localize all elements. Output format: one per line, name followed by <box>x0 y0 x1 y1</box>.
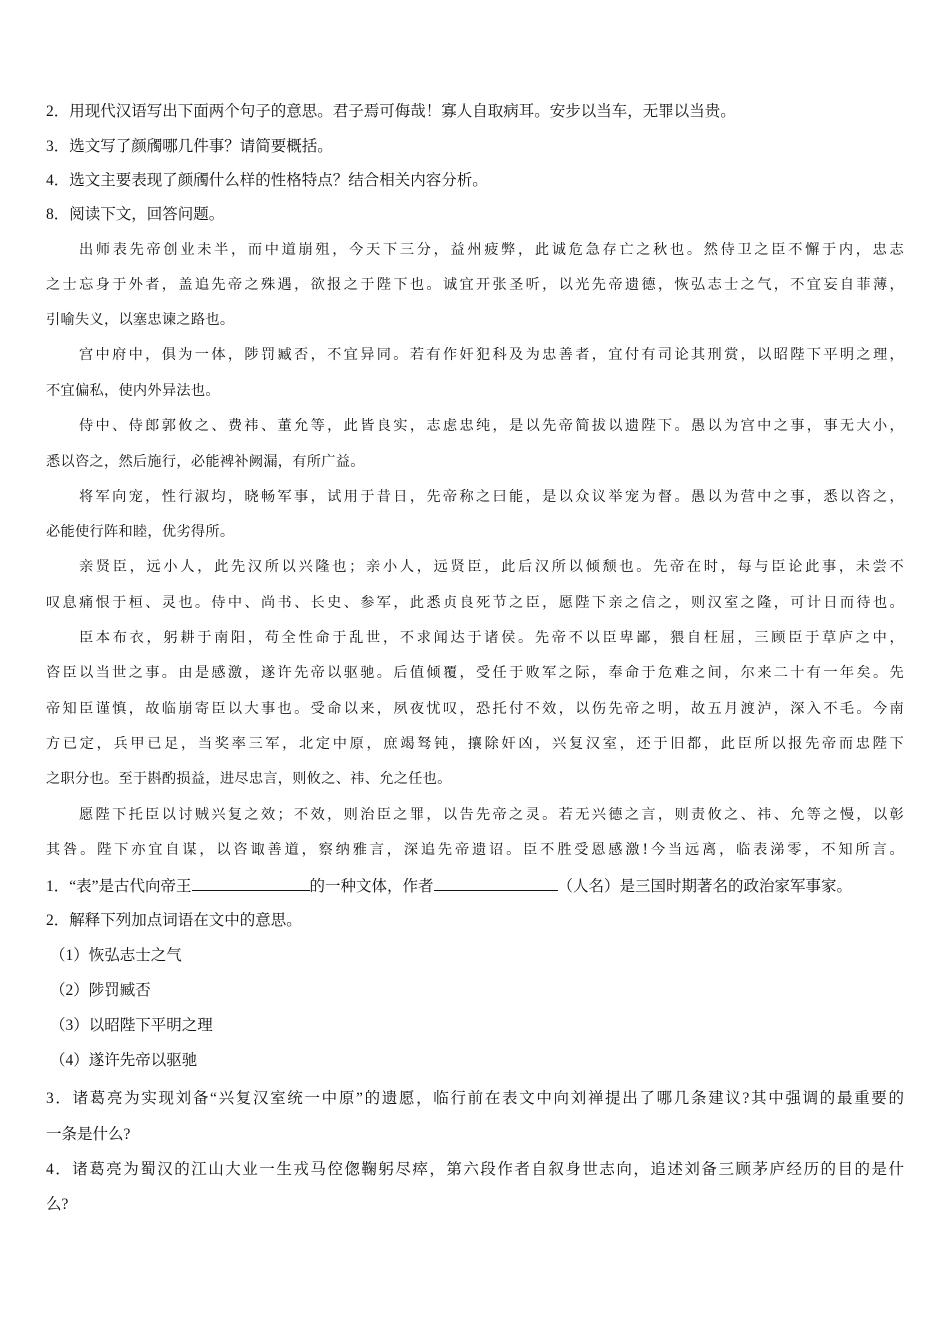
question-4-line: 么? <box>46 1196 69 1213</box>
question-2-item: （4）遂许先帝以驱驰 <box>50 1052 198 1069</box>
question-2-title: 2．解释下列加点词语在文中的意思。 <box>46 912 302 929</box>
question-4-prev: 4．选文主要表现了颜斶什么样的性格特点？结合相关内容分析。 <box>46 172 488 189</box>
passage-line: 悉以咨之，然后施行，必能裨补阙漏，有所广益。 <box>46 454 365 470</box>
passage-line: 将军向宠，性行淑均，晓畅军事，试用于昔日，先帝称之曰能，是以众议举宠为督。愚以为营中之事，悉以咨之， <box>79 489 904 505</box>
question-2-prev: 2．用现代汉语写出下面两个句子的意思。君子焉可侮哉！寡人自取病耳。安步以当车，无罪以当贵。 <box>46 103 736 120</box>
question-1 <box>46 874 852 896</box>
passage-line: 亲贤臣，远小人，此先汉所以兴隆也；亲小人，远贤臣，此后汉所以倾颓也。先帝在时，每与臣论此事，未尝不 <box>79 559 904 575</box>
passage-line: 宫中府中，俱为一体，陟罚臧否，不宜异同。若有作奸犯科及为忠善者，宜付有司论其刑赏，以昭陛下平明之理， <box>79 347 904 363</box>
question-2-item: （1）恢弘志士之气 <box>50 947 182 964</box>
question-3-line: 一条是什么? <box>46 1126 131 1143</box>
question-2-item: （3）以昭陛下平明之理 <box>50 1017 213 1034</box>
passage-line: 其咎。陛下亦宜自谋，以咨诹善道，察纳雅言，深追先帝遗诏。臣不胜受恩感激!今当远离，临表涕零，不知所言。 <box>46 842 904 858</box>
passage-line: 之士忘身于外者，盖追先帝之殊遇，欲报之于陛下也。诚宜开张圣听，以光先帝遗德，恢弘志士之气，不宜妄自菲薄， <box>46 277 904 293</box>
question-3-prev: 3．选文写了颜斶哪几件事？请简要概括。 <box>46 138 333 155</box>
question-1-part-c: （人名）是三国时期著名的政治家军事家。 <box>557 878 853 895</box>
answer-blank-2[interactable] <box>434 874 558 891</box>
passage-line: 方已定，兵甲已足，当奖率三军，北定中原，庶竭驽钝，攘除奸凶，兴复汉室，还于旧都，此臣所以报先帝而忠陛下 <box>46 736 904 752</box>
passage-line: 之职分也。至于斟酌损益，进尽忠言，则攸之、祎、允之任也。 <box>46 771 452 787</box>
passage-line: 引喻失义，以塞忠谏之路也。 <box>46 312 235 328</box>
passage-line: 必能使行阵和睦，优劣得所。 <box>46 524 235 540</box>
question-3-line: 3．诸葛亮为实现刘备“兴复汉室统一中原”的遗愿，临行前在表文中向刘禅提出了哪几条建议?其中强调的最重要的 <box>46 1090 904 1107</box>
passage-line: 叹息痛恨于桓、灵也。侍中、尚书、长史、参军，此悉贞良死节之臣，愿陛下亲之信之，则汉室之隆，可计日而待也。 <box>46 595 904 611</box>
passage-line: 帝知臣谨慎，故临崩寄臣以大事也。受命以来，夙夜忧叹，恐托付不效，以伤先帝之明，故五月渡泸，深入不毛。今南 <box>46 701 904 717</box>
passage-line: 愿陛下托臣以讨贼兴复之效；不效，则治臣之罪，以告先帝之灵。若无兴德之言，则责攸之、祎、允等之慢，以彰 <box>79 807 904 823</box>
passage-line: 侍中、侍郎郭攸之、费祎、董允等，此皆良实，志虑忠纯，是以先帝简拔以遗陛下。愚以为宫中之事，事无大小， <box>79 418 904 434</box>
section-8-title: 8．阅读下文，回答问题。 <box>46 206 225 223</box>
question-2-item: （2）陟罚臧否 <box>50 982 151 999</box>
passage-line: 臣本布衣，躬耕于南阳，苟全性命于乱世，不求闻达于诸侯。先帝不以臣卑鄙，猥自枉屈，三顾臣于草庐之中， <box>79 630 904 646</box>
question-1-part-b: 的一种文体，作者 <box>309 878 434 895</box>
passage-line: 出师表先帝创业未半，而中道崩殂，今天下三分，益州疲弊，此诚危急存亡之秋也。然侍卫之臣不懈于内，忠志 <box>79 242 904 258</box>
passage-line: 不宜偏私，使内外异法也。 <box>46 383 220 399</box>
question-1-part-a: 1．“表”是古代向帝王 <box>46 878 192 895</box>
question-4-line: 4．诸葛亮为蜀汉的江山大业一生戎马倥偬鞠躬尽瘁，第六段作者自叙身世志向，追述刘备三顾茅庐经历的目的是什 <box>46 1161 904 1178</box>
answer-blank-1[interactable] <box>192 874 310 891</box>
passage-line: 咨臣以当世之事。由是感激，遂许先帝以驱驰。后值倾覆，受任于败军之际，奉命于危难之间，尔来二十有一年矣。先 <box>46 665 904 681</box>
